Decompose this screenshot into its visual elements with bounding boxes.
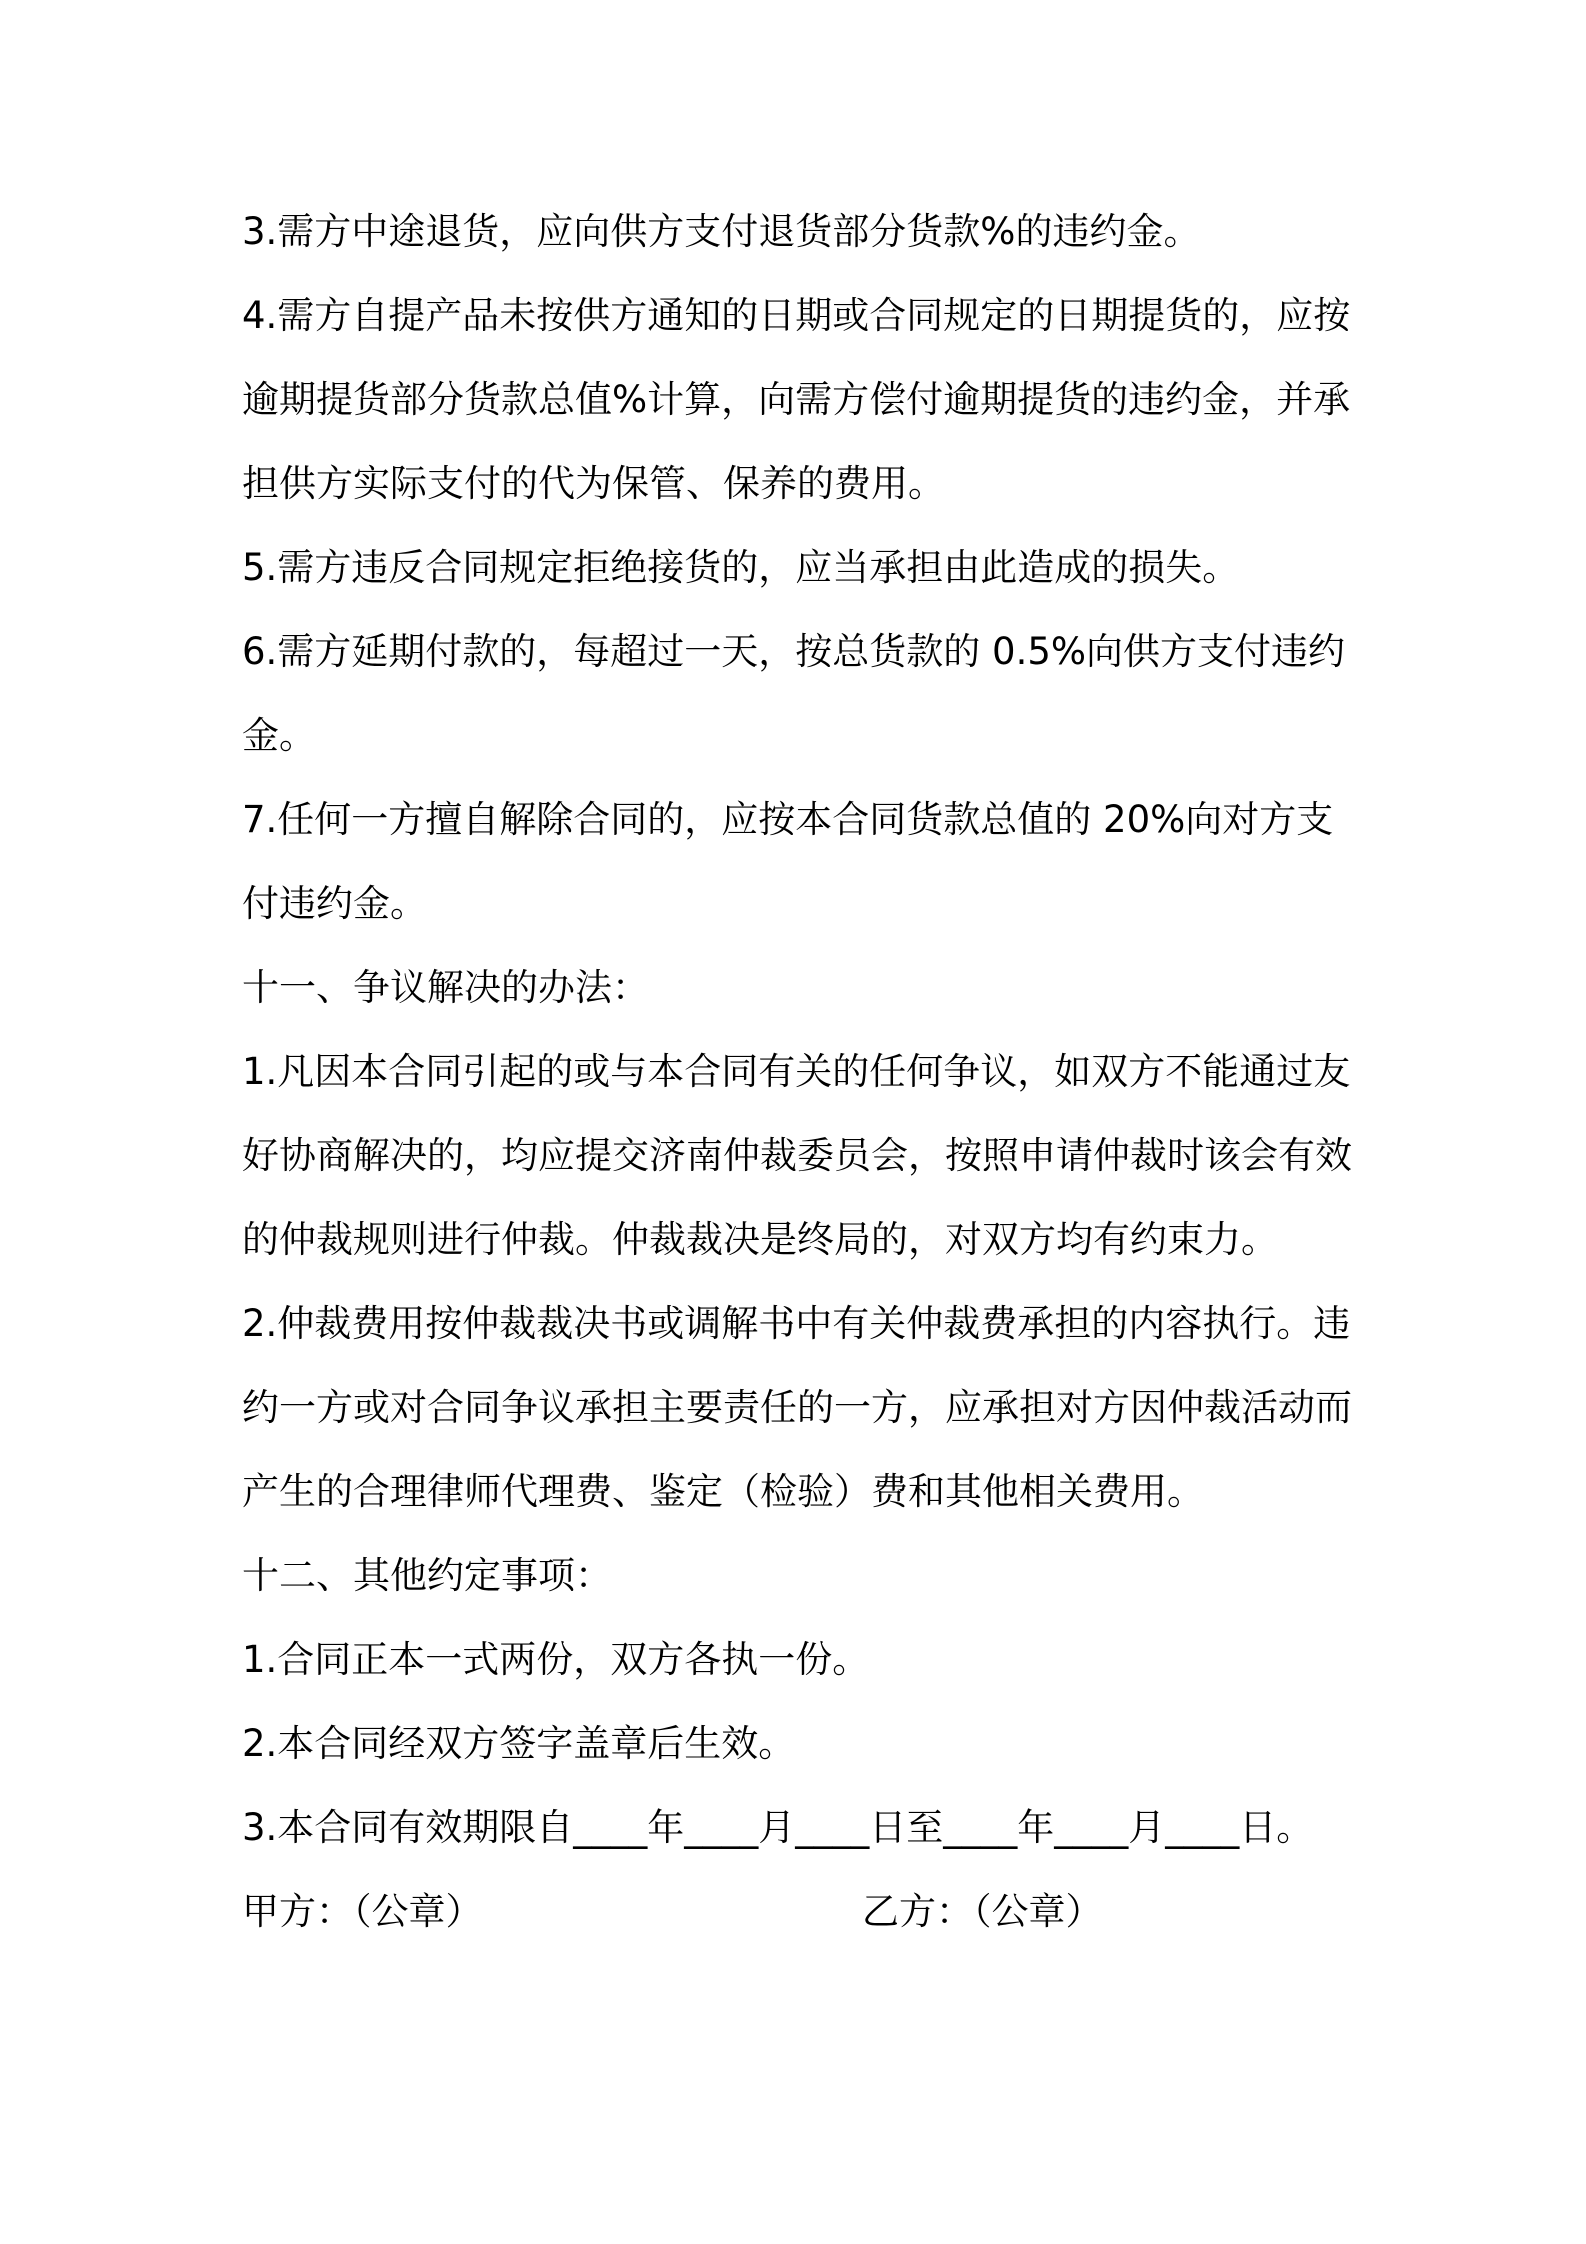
clause-4-continued: 逾期提货部分货款总值%计算，向需方偿付逾期提货的违约金，并承 — [242, 378, 1351, 421]
section-12-item-1: 1.合同正本一式两份，双方各执一份。 — [242, 1638, 870, 1681]
section-11-item-2-continued: 产生的合理律师代理费、鉴定（检验）费和其他相关费用。 — [242, 1470, 1204, 1513]
contract-body — [242, 190, 1362, 1954]
section-12-heading: 十二、其他约定事项： — [242, 1554, 612, 1597]
party-b-seal-label: 乙方：（公章） — [862, 1890, 1103, 1933]
clause-6-continued: 金。 — [242, 714, 316, 757]
section-11-item-1-continued: 的仲裁规则进行仲裁。仲裁裁决是终局的，对双方均有约束力。 — [242, 1218, 1278, 1261]
section-11-item-2-continued: 约一方或对合同争议承担主要责任的一方，应承担对方因仲裁活动而 — [242, 1386, 1352, 1429]
clause-6-late-payment: 6.需方延期付款的，每超过一天，按总货款的 0.5%向供方支付违约 — [242, 630, 1346, 673]
section-11-item-1-continued: 好协商解决的，均应提交济南仲裁委员会，按照申请仲裁时该会有效 — [242, 1134, 1352, 1177]
party-a-seal-label: 甲方：（公章） — [242, 1890, 483, 1933]
section-12-item-2: 2.本合同经双方签字盖章后生效。 — [242, 1722, 796, 1765]
section-11-item-2: 2.仲裁费用按仲裁裁决书或调解书中有关仲裁费承担的内容执行。违 — [242, 1302, 1351, 1345]
clause-7-continued: 付违约金。 — [242, 882, 427, 925]
section-12-item-3-validity: 3.本合同有效期限自____年____月____日至____年____月____日。 — [242, 1806, 1314, 1849]
section-11-heading: 十一、争议解决的办法： — [242, 966, 649, 1009]
section-11-item-1: 1.凡因本合同引起的或与本合同有关的任何争议，如双方不能通过友 — [242, 1050, 1351, 1093]
signature-row — [242, 1870, 1362, 1954]
clause-5-refusal: 5.需方违反合同规定拒绝接货的，应当承担由此造成的损失。 — [242, 546, 1240, 589]
clause-7-termination: 7.任何一方擅自解除合同的，应按本合同货款总值的 20%向对方支 — [242, 798, 1334, 841]
clause-4-pickup-delay: 4.需方自提产品未按供方通知的日期或合同规定的日期提货的，应按 — [242, 294, 1351, 337]
clause-4-continued: 担供方实际支付的代为保管、保养的费用。 — [242, 462, 945, 505]
clause-3-refund-penalty: 3.需方中途退货，应向供方支付退货部分货款%的违约金。 — [242, 210, 1201, 253]
